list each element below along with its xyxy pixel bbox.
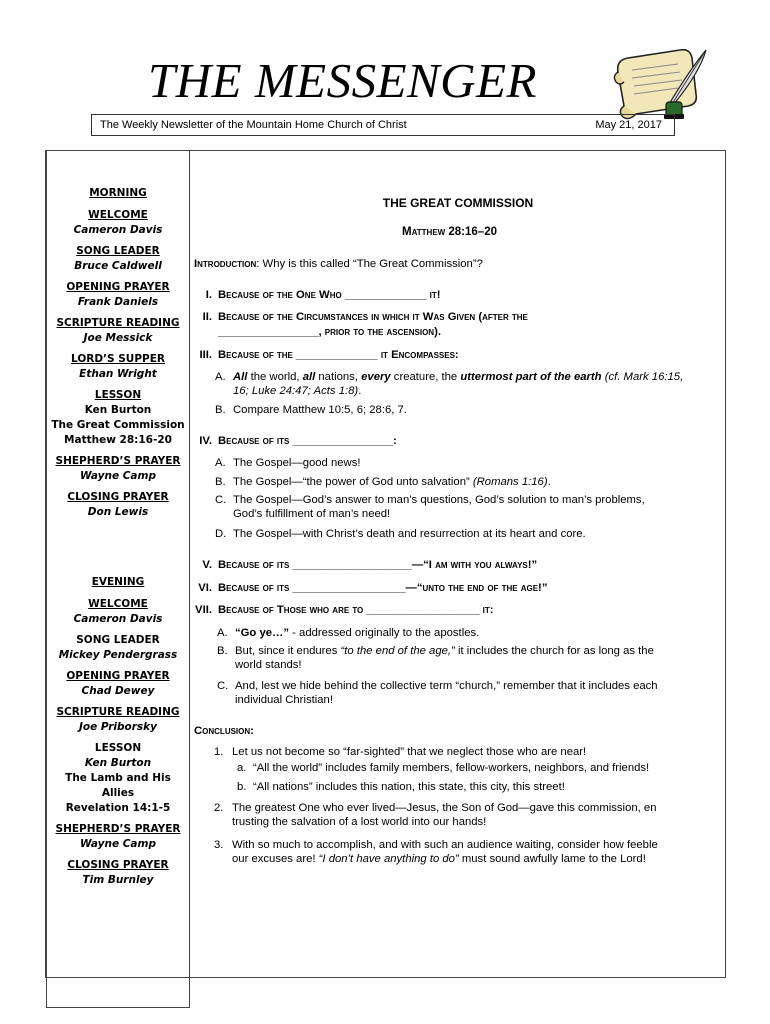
role-label: OPENING PRAYER [66, 670, 170, 682]
item-letter: C. [215, 494, 227, 506]
person-name: Cameron Davis [73, 224, 163, 236]
item-letter: A. [215, 371, 226, 383]
scripture-reference: 16; Luke 24:47; Acts 1:8) [233, 385, 359, 397]
item-letter: B. [215, 476, 226, 488]
item-text: The greatest One who ever lived—Jesus, the Son of God—gave this commission, en [232, 802, 657, 814]
scroll-quill-icon [608, 42, 708, 124]
scripture-reference: (cf. Mark 16:15, [601, 371, 684, 383]
person-name: Ken Burton [84, 757, 152, 769]
point-number: IV. [199, 435, 212, 447]
morning-song-leader [48, 244, 188, 274]
role-label: LORD’S SUPPER [71, 353, 165, 365]
point-number: I. [205, 289, 212, 301]
issue-date: May 21, 2017 [595, 119, 662, 131]
point-2-continued [218, 325, 441, 339]
item-text: The Gospel—“the power of God unto salvation” [233, 476, 473, 488]
point-4-item-b [215, 475, 725, 491]
item-text: The Gospel—with Christ’s death and resurrection at its heart and core. [233, 528, 586, 540]
morning-welcome [48, 208, 188, 238]
lesson-reference: Revelation 14:1-5 [65, 802, 171, 814]
introduction-label: Introduction [194, 258, 257, 270]
person-name: Joe Priborsky [78, 721, 158, 733]
point-text: Because of the One Who _____________ it! [218, 289, 441, 301]
lesson-reference: Matthew 28:16-20 [64, 434, 172, 446]
conclusion-heading [194, 724, 254, 738]
evening-scripture-reading [48, 705, 188, 735]
masthead-subtitle-bar [91, 114, 675, 136]
article-title: THE GREAT COMMISSION [382, 196, 534, 210]
item-text: The Gospel—good news! [233, 457, 361, 469]
lesson-title: The Great Commission [51, 419, 185, 431]
introduction [194, 257, 483, 271]
point-3-item-b [215, 403, 725, 419]
item-letter: b. [237, 781, 247, 793]
item-text: our excuses are! [232, 853, 319, 865]
point-text: Because of its ________________: [218, 435, 397, 447]
newsletter-title: THE MESSENGER [148, 53, 537, 108]
point-3 [190, 348, 459, 362]
emphasis-text: uttermost part of the earth [460, 371, 602, 383]
item-text: And, lest we hide behind the collective term “church,” remember that it includes each [235, 680, 658, 692]
evening-closing-prayer [48, 858, 188, 888]
point-1 [190, 288, 441, 302]
point-6 [190, 581, 547, 595]
item-text: it includes the church for as long as the [454, 645, 654, 657]
point-number: III. [199, 349, 212, 361]
person-name: Ethan Wright [79, 368, 157, 380]
conclusion-item-2 [214, 801, 724, 833]
role-label: OPENING PRAYER [66, 281, 170, 293]
emphasis-text: every [361, 371, 391, 383]
introduction-text: : Why is this called “The Great Commission”? [256, 258, 483, 270]
person-name: Frank Daniels [77, 296, 159, 308]
item-letter: D. [215, 528, 227, 540]
point-number: II. [202, 311, 212, 323]
person-name: Wayne Camp [80, 838, 156, 850]
evening-opening-prayer [48, 669, 188, 699]
article-passage: Matthew 28:16–20 [402, 226, 497, 238]
morning-lesson [48, 388, 188, 448]
quoted-text: “to the end of the age,” [340, 645, 455, 657]
role-label: SHEPHERD’S PRAYER [55, 823, 181, 835]
role-label: LESSON [94, 389, 142, 401]
item-text: the world, [247, 371, 303, 383]
item-letter: A. [215, 457, 226, 469]
point-text: Because of Those who are to __________________ it: [218, 604, 494, 616]
item-text: Compare Matthew 10:5, 6; 28:6, 7. [233, 404, 407, 416]
item-text: nations, [315, 371, 362, 383]
conclusion-item-1a [237, 761, 725, 777]
person-name: Tim Burnley [82, 874, 154, 886]
role-label: WELCOME [88, 209, 148, 221]
person-name: Mickey Pendergrass [58, 649, 178, 661]
conclusion-item-3 [214, 838, 724, 870]
item-number: 1. [214, 746, 224, 758]
point-number: VI. [198, 582, 212, 594]
evening-heading: EVENING [91, 576, 145, 588]
item-number: 2. [214, 802, 224, 814]
point-4-item-d [215, 527, 725, 543]
quoted-text: “I don’t have anything to do” [318, 853, 459, 865]
point-4-item-a [215, 456, 725, 472]
emphasis-text: all [302, 371, 316, 383]
item-letter: B. [217, 645, 228, 657]
conclusion-item-1b [237, 780, 725, 796]
point-2 [190, 310, 528, 324]
morning-heading: MORNING [89, 187, 147, 199]
role-label: SONG LEADER [76, 634, 160, 646]
item-text: The Gospel—God’s answer to man’s questions, God’s solution to man’s problems, [233, 494, 645, 506]
point-text: Because of its __________________—“unto the end of the age!” [218, 582, 548, 594]
morning-shepherds-prayer [48, 454, 188, 484]
role-label: SCRIPTURE READING [56, 706, 180, 718]
point-number: VII. [195, 604, 212, 616]
sidebar-morning [48, 186, 188, 526]
point-7-item-c [217, 679, 725, 711]
item-text: individual Christian! [235, 694, 333, 706]
item-text: trusting the salvation of a lost world into our hands! [232, 816, 487, 828]
item-text: With so much to accomplish, and with such an audience waiting, consider how feeble [232, 839, 658, 851]
point-7 [190, 603, 494, 617]
item-text: creature, the [390, 371, 461, 383]
item-letter: a. [237, 762, 247, 774]
item-text: must sound awfully lame to the Lord! [458, 853, 646, 865]
point-text: Because of the _____________ it Encompasses: [218, 349, 459, 361]
point-text: Because of the Circumstances in which it Was Given (after the [218, 311, 528, 323]
point-5 [190, 558, 537, 572]
role-label: CLOSING PRAYER [67, 859, 169, 871]
newsletter-subtitle: The Weekly Newsletter of the Mountain Home Church of Christ [100, 119, 407, 131]
item-text: . [547, 476, 551, 488]
point-text: Because of its ___________________—“I am with you always!” [218, 559, 538, 571]
item-text: - addressed originally to the apostles. [289, 627, 480, 639]
morning-closing-prayer [48, 490, 188, 520]
item-text: “All the world” includes family members, fellow-workers, neighbors, and friends! [253, 762, 650, 774]
role-label: SHEPHERD’S PRAYER [55, 455, 181, 467]
point-3-item-a [215, 370, 725, 402]
emphasis-text: “Go ye…” [235, 627, 289, 639]
item-text: world stands! [235, 659, 302, 671]
item-text: God’s fulfillment of man’s need! [233, 508, 391, 520]
item-letter: B. [215, 404, 226, 416]
item-letter: C. [217, 680, 229, 692]
item-text: . [358, 385, 362, 397]
point-4-item-c [215, 493, 725, 525]
morning-opening-prayer [48, 280, 188, 310]
item-letter: A. [217, 627, 228, 639]
person-name: Don Lewis [87, 506, 149, 518]
emphasis-text: All [233, 371, 248, 383]
evening-lesson [48, 741, 188, 816]
item-text: “All nations” includes this nation, this state, this city, this street! [253, 781, 565, 793]
role-label: LESSON [94, 742, 142, 754]
item-number: 3. [214, 839, 224, 851]
role-label: SONG LEADER [76, 245, 160, 257]
point-text: ________________, prior to the ascension). [218, 326, 441, 338]
item-text: But, since it endures [235, 645, 341, 657]
morning-lords-supper [48, 352, 188, 382]
evening-song-leader [48, 633, 188, 663]
person-name: Bruce Caldwell [74, 260, 162, 272]
person-name: Cameron Davis [73, 613, 163, 625]
conclusion-item-1 [214, 745, 724, 761]
point-7-item-a [217, 626, 725, 642]
evening-shepherds-prayer [48, 822, 188, 852]
conclusion-label: Conclusion: [194, 725, 254, 737]
item-text: Let us not become so “far-sighted” that we neglect those who are near! [232, 746, 587, 758]
role-label: SCRIPTURE READING [56, 317, 180, 329]
morning-scripture-reading [48, 316, 188, 346]
person-name: Ken Burton [84, 404, 152, 416]
point-7-item-b [217, 644, 725, 676]
point-4 [190, 434, 397, 448]
person-name: Wayne Camp [80, 470, 156, 482]
role-label: WELCOME [88, 598, 148, 610]
evening-welcome [48, 597, 188, 627]
person-name: Joe Messick [83, 332, 153, 344]
role-label: CLOSING PRAYER [67, 491, 169, 503]
scripture-reference: (Romans 1:16) [472, 476, 548, 488]
sidebar-evening [48, 575, 188, 894]
point-number: V. [202, 559, 212, 571]
lesson-title: The Lamb and His Allies [65, 772, 171, 799]
person-name: Chad Dewey [81, 685, 155, 697]
